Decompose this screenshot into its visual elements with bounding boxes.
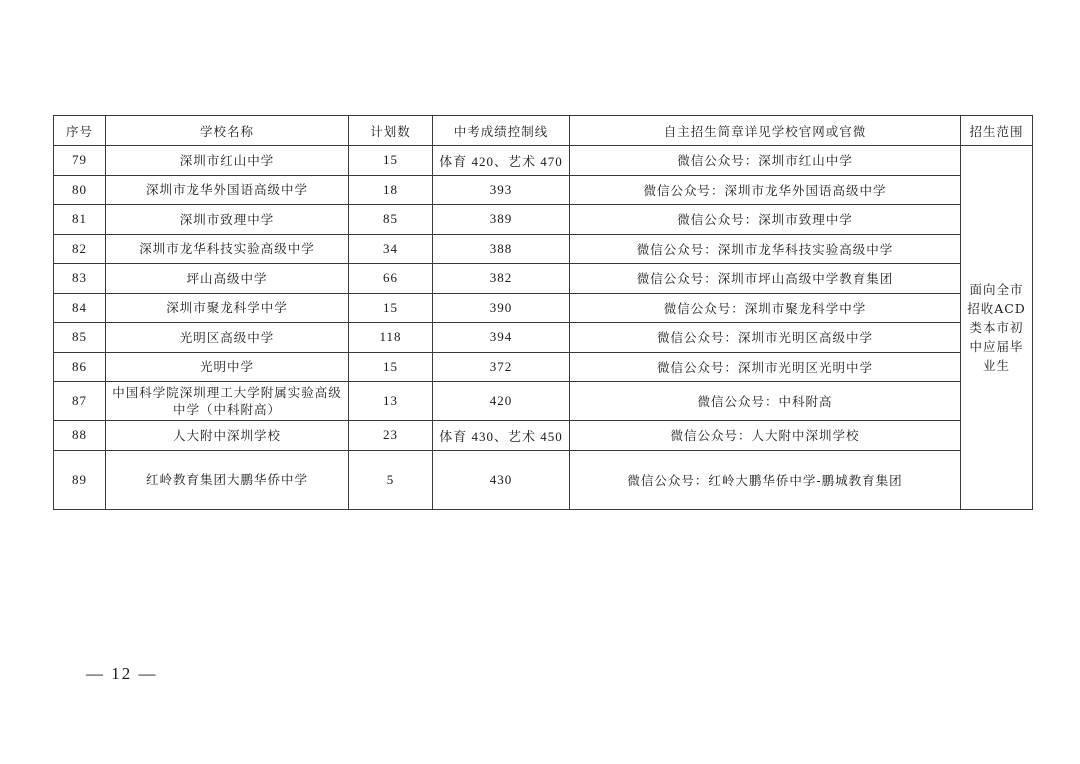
row-index: 83	[54, 264, 106, 294]
table-row	[54, 293, 1033, 323]
table-row	[54, 421, 1033, 451]
row-index: 81	[54, 205, 106, 235]
header-score-line: 中考成绩控制线	[433, 116, 570, 146]
table-row	[54, 146, 1033, 176]
admissions-table	[53, 115, 1033, 510]
admission-info: 微信公众号：深圳市龙华外国语高级中学	[570, 175, 961, 205]
school-name: 光明区高级中学	[106, 323, 349, 353]
table-row	[54, 205, 1033, 235]
header-index: 序号	[54, 116, 106, 146]
school-name: 坪山高级中学	[106, 264, 349, 294]
plan-count: 13	[349, 382, 433, 421]
admission-info: 微信公众号：深圳市聚龙科学中学	[570, 293, 961, 323]
school-name: 红岭教育集团大鹏华侨中学	[106, 450, 349, 509]
school-name: 深圳市龙华外国语高级中学	[106, 175, 349, 205]
table-row	[54, 175, 1033, 205]
score-line: 430	[433, 450, 570, 509]
admission-info: 微信公众号：深圳市龙华科技实验高级中学	[570, 234, 961, 264]
table-row	[54, 323, 1033, 353]
admission-info: 微信公众号：深圳市坪山高级中学教育集团	[570, 264, 961, 294]
admission-info: 微信公众号：人大附中深圳学校	[570, 421, 961, 451]
table-header-row	[54, 116, 1033, 146]
row-index: 79	[54, 146, 106, 176]
school-name: 深圳市龙华科技实验高级中学	[106, 234, 349, 264]
admission-info: 微信公众号：深圳市光明区高级中学	[570, 323, 961, 353]
score-line: 389	[433, 205, 570, 235]
school-name: 人大附中深圳学校	[106, 421, 349, 451]
school-name: 中国科学院深圳理工大学附属实验高级中学（中科附高）	[106, 382, 349, 421]
school-name: 光明中学	[106, 352, 349, 382]
row-index: 80	[54, 175, 106, 205]
plan-count: 15	[349, 146, 433, 176]
header-school-name: 学校名称	[106, 116, 349, 146]
score-line: 382	[433, 264, 570, 294]
plan-count: 5	[349, 450, 433, 509]
admission-info: 微信公众号：深圳市光明区光明中学	[570, 352, 961, 382]
score-line: 393	[433, 175, 570, 205]
plan-count: 15	[349, 352, 433, 382]
score-line: 390	[433, 293, 570, 323]
table-row	[54, 264, 1033, 294]
score-line: 388	[433, 234, 570, 264]
header-scope: 招生范围	[961, 116, 1033, 146]
row-index: 89	[54, 450, 106, 509]
page-number: — 12 —	[86, 664, 158, 683]
plan-count: 85	[349, 205, 433, 235]
plan-count: 34	[349, 234, 433, 264]
admission-info: 微信公众号：红岭大鹏华侨中学-鹏城教育集团	[570, 450, 961, 509]
plan-count: 66	[349, 264, 433, 294]
score-line: 体育 420、艺术 470	[433, 146, 570, 176]
table-row	[54, 352, 1033, 382]
admission-info: 微信公众号：深圳市致理中学	[570, 205, 961, 235]
row-index: 86	[54, 352, 106, 382]
school-name: 深圳市聚龙科学中学	[106, 293, 349, 323]
score-line: 394	[433, 323, 570, 353]
admission-info: 微信公众号：中科附高	[570, 382, 961, 421]
row-index: 85	[54, 323, 106, 353]
school-name: 深圳市致理中学	[106, 205, 349, 235]
plan-count: 18	[349, 175, 433, 205]
score-line: 420	[433, 382, 570, 421]
table-row	[54, 450, 1033, 509]
admission-scope: 面向全市招收ACD类本市初中应届毕业生	[961, 146, 1033, 510]
table-row	[54, 382, 1033, 421]
plan-count: 23	[349, 421, 433, 451]
school-name: 深圳市红山中学	[106, 146, 349, 176]
plan-count: 15	[349, 293, 433, 323]
row-index: 88	[54, 421, 106, 451]
row-index: 87	[54, 382, 106, 421]
admission-info: 微信公众号：深圳市红山中学	[570, 146, 961, 176]
row-index: 82	[54, 234, 106, 264]
header-admission-info: 自主招生简章详见学校官网或官微	[570, 116, 961, 146]
score-line: 372	[433, 352, 570, 382]
plan-count: 118	[349, 323, 433, 353]
header-plan-count: 计划数	[349, 116, 433, 146]
row-index: 84	[54, 293, 106, 323]
table-row	[54, 234, 1033, 264]
score-line: 体育 430、艺术 450	[433, 421, 570, 451]
